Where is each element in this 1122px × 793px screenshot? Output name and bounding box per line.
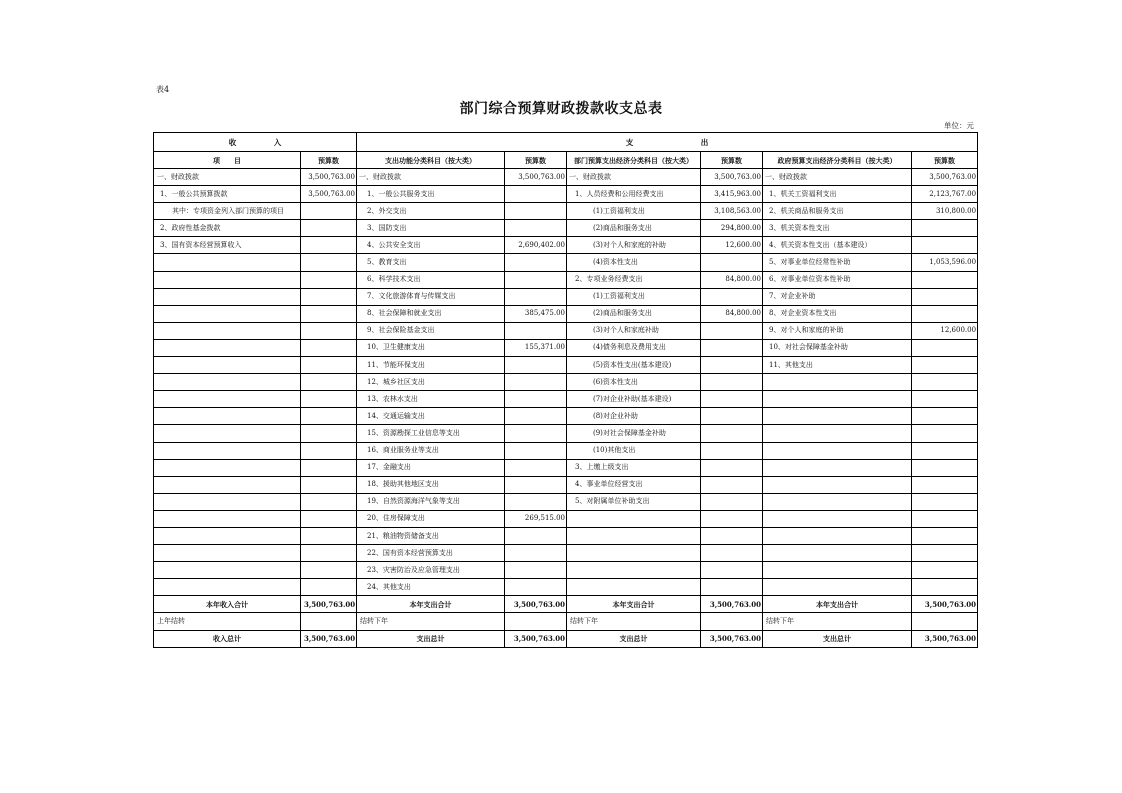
item-label-cell <box>154 545 301 562</box>
item-label-cell: 一、财政拨款 <box>567 169 701 186</box>
budget-amount-cell <box>301 374 357 391</box>
budget-amount-cell <box>912 391 978 408</box>
item-label-cell: 一、财政拨款 <box>763 169 912 186</box>
item-label-cell <box>763 527 912 544</box>
table-row <box>154 476 978 493</box>
budget-amount-cell <box>912 579 978 596</box>
budget-amount-cell <box>701 579 763 596</box>
budget-amount-cell <box>301 288 357 305</box>
unit-label: 单位：元 <box>944 121 974 130</box>
item-label-cell: 4、公共安全支出 <box>357 237 505 254</box>
income-header: 收 入 <box>154 133 357 152</box>
item-label-cell <box>154 579 301 596</box>
table-row <box>154 169 978 186</box>
item-label-cell <box>763 579 912 596</box>
budget-amount-cell <box>701 476 763 493</box>
budget-amount-cell <box>701 357 763 374</box>
budget-amount-cell: 3,500,763.00 <box>505 630 567 647</box>
item-label-cell <box>763 391 912 408</box>
budget-amount-cell <box>301 254 357 271</box>
table-row <box>154 339 978 356</box>
budget-amount-cell <box>912 339 978 356</box>
item-label-cell: (1)工资福利支出 <box>567 203 701 220</box>
item-label-cell <box>154 254 301 271</box>
item-label-cell <box>154 510 301 527</box>
table-row <box>154 220 978 237</box>
budget-amount-cell <box>505 459 567 476</box>
budget-amount-cell: 3,500,763.00 <box>505 596 567 613</box>
item-label-cell: 14、交通运输支出 <box>357 408 505 425</box>
budget-amount-cell <box>301 271 357 288</box>
item-label-cell: (2)商品和服务支出 <box>567 220 701 237</box>
item-label-cell <box>154 442 301 459</box>
item-label-cell <box>154 527 301 544</box>
budget-amount-cell: 3,500,763.00 <box>505 169 567 186</box>
table-row <box>154 237 978 254</box>
budget-amount-cell <box>505 271 567 288</box>
item-label-cell: (3)对个人和家庭补助 <box>567 322 701 339</box>
item-label-cell: (4)资本性支出 <box>567 254 701 271</box>
item-label-cell: (10)其他支出 <box>567 442 701 459</box>
budget-amount-cell: 3,500,763.00 <box>701 630 763 647</box>
item-label-cell: 15、资源勘探工业信息等支出 <box>357 425 505 442</box>
budget-amount-cell <box>505 322 567 339</box>
table-row <box>154 545 978 562</box>
item-label-cell: (4)债务利息及费用支出 <box>567 339 701 356</box>
item-label-cell <box>154 305 301 322</box>
item-label-cell <box>567 579 701 596</box>
budget-amount-cell: 3,500,763.00 <box>301 169 357 186</box>
item-label-cell: (6)资本性支出 <box>567 374 701 391</box>
table-row <box>154 391 978 408</box>
budget-amount-cell <box>912 442 978 459</box>
budget-amount-cell <box>505 545 567 562</box>
budget-amount-cell <box>701 459 763 476</box>
budget-amount-cell: 3,500,763.00 <box>912 596 978 613</box>
item-label-cell <box>763 510 912 527</box>
budget-amount-cell <box>701 288 763 305</box>
item-label-cell <box>763 442 912 459</box>
item-label-cell: 11、其他支出 <box>763 357 912 374</box>
item-label-cell: 1、一般公共预算拨款 <box>154 186 301 203</box>
budget-amount-cell: 84,800.00 <box>701 271 763 288</box>
budget-amount-cell <box>912 545 978 562</box>
budget-amount-cell <box>301 391 357 408</box>
column-header-gov-economic-category: 政府预算支出经济分类科目（按大类） <box>763 152 912 169</box>
budget-amount-cell <box>301 459 357 476</box>
item-label-cell <box>154 288 301 305</box>
item-label-cell: (7)对企业补助(基本建设) <box>567 391 701 408</box>
table-row <box>154 562 978 579</box>
item-label-cell: 9、社会保险基金支出 <box>357 322 505 339</box>
table-row <box>154 442 978 459</box>
item-label-cell: 21、粮油物资储备支出 <box>357 527 505 544</box>
item-label-cell <box>154 339 301 356</box>
budget-amount-cell <box>701 562 763 579</box>
budget-amount-cell <box>505 288 567 305</box>
budget-amount-cell <box>301 527 357 544</box>
budget-amount-cell <box>701 339 763 356</box>
item-label-cell: 本年支出合计 <box>763 596 912 613</box>
column-header-budget: 预算数 <box>701 152 763 169</box>
item-label-cell <box>763 476 912 493</box>
item-label-cell: 3、上缴上级支出 <box>567 459 701 476</box>
item-label-cell: 结转下年 <box>567 613 701 630</box>
item-label-cell: 8、社会保障和就业支出 <box>357 305 505 322</box>
budget-amount-cell: 294,800.00 <box>701 220 763 237</box>
budget-amount-cell <box>912 357 978 374</box>
item-label-cell: 10、卫生健康支出 <box>357 339 505 356</box>
header-row-columns <box>154 152 978 169</box>
item-label-cell: 3、机关资本性支出 <box>763 220 912 237</box>
item-label-cell: 18、援助其他地区支出 <box>357 476 505 493</box>
budget-amount-cell <box>505 408 567 425</box>
item-label-cell <box>154 425 301 442</box>
budget-amount-cell <box>301 322 357 339</box>
budget-amount-cell <box>912 493 978 510</box>
table-row <box>154 254 978 271</box>
column-header-dept-economic-category: 部门预算支出经济分类科目（按大类） <box>567 152 701 169</box>
item-label-cell: 23、灾害防治及应急管理支出 <box>357 562 505 579</box>
item-label-cell: 8、对企业资本性支出 <box>763 305 912 322</box>
budget-amount-cell <box>301 408 357 425</box>
item-label-cell: 24、其他支出 <box>357 579 505 596</box>
budget-amount-cell: 3,500,763.00 <box>301 630 357 647</box>
expense-header: 支 出 <box>357 133 978 152</box>
item-label-cell: 20、住房保障支出 <box>357 510 505 527</box>
budget-amount-cell <box>505 562 567 579</box>
budget-amount-cell: 2,690,402.00 <box>505 237 567 254</box>
item-label-cell: 6、科学技术支出 <box>357 271 505 288</box>
budget-amount-cell <box>701 613 763 630</box>
budget-amount-cell <box>912 562 978 579</box>
item-label-cell: (8)对企业补助 <box>567 408 701 425</box>
item-label-cell: 4、事业单位经营支出 <box>567 476 701 493</box>
budget-amount-cell <box>701 374 763 391</box>
item-label-cell: 其中：专项资金列入部门预算的项目 <box>154 203 301 220</box>
column-header-budget: 预算数 <box>912 152 978 169</box>
budget-amount-cell: 269,515.00 <box>505 510 567 527</box>
item-label-cell <box>154 357 301 374</box>
budget-amount-cell <box>912 527 978 544</box>
item-label-cell <box>763 374 912 391</box>
item-label-cell <box>154 476 301 493</box>
item-label-cell <box>567 562 701 579</box>
item-label-cell: 7、对企业补助 <box>763 288 912 305</box>
budget-amount-cell <box>301 425 357 442</box>
table-row <box>154 510 978 527</box>
item-label-cell: 收入总计 <box>154 630 301 647</box>
budget-amount-cell: 385,475.00 <box>505 305 567 322</box>
column-header-item: 项 目 <box>154 152 301 169</box>
item-label-cell <box>154 374 301 391</box>
budget-amount-cell <box>301 237 357 254</box>
table-row <box>154 459 978 476</box>
budget-amount-cell: 84,800.00 <box>701 305 763 322</box>
budget-amount-cell <box>912 459 978 476</box>
budget-amount-cell <box>912 288 978 305</box>
budget-amount-cell <box>701 545 763 562</box>
item-label-cell: 支出总计 <box>357 630 505 647</box>
page-title: 部门综合预算财政拨款收支总表 <box>459 101 663 117</box>
budget-amount-cell <box>912 374 978 391</box>
budget-amount-cell: 12,600.00 <box>912 322 978 339</box>
header-row-top <box>154 133 978 152</box>
item-label-cell <box>154 493 301 510</box>
table-row <box>154 374 978 391</box>
budget-amount-cell <box>912 305 978 322</box>
budget-amount-cell <box>505 613 567 630</box>
budget-amount-cell <box>301 579 357 596</box>
item-label-cell: 1、一般公共服务支出 <box>357 186 505 203</box>
item-label-cell <box>763 545 912 562</box>
budget-amount-cell <box>912 220 978 237</box>
table-row <box>154 425 978 442</box>
item-label-cell: 3、国有资本经营预算收入 <box>154 237 301 254</box>
table-row <box>154 357 978 374</box>
item-label-cell: (2)商品和服务支出 <box>567 305 701 322</box>
item-label-cell: 1、人员经费和公用经费支出 <box>567 186 701 203</box>
table-number-label: 表4 <box>156 85 170 94</box>
item-label-cell <box>154 459 301 476</box>
budget-amount-cell <box>301 442 357 459</box>
budget-amount-cell <box>701 493 763 510</box>
item-label-cell: (1)工资福利支出 <box>567 288 701 305</box>
budget-amount-cell <box>505 442 567 459</box>
budget-amount-cell <box>505 220 567 237</box>
carryover-row <box>154 613 978 630</box>
budget-amount-cell: 2,123,767.00 <box>912 186 978 203</box>
column-header-budget: 预算数 <box>301 152 357 169</box>
annual-total-row <box>154 596 978 613</box>
budget-amount-cell: 3,500,763.00 <box>701 169 763 186</box>
budget-amount-cell <box>301 476 357 493</box>
budget-amount-cell <box>912 408 978 425</box>
item-label-cell <box>763 562 912 579</box>
item-label-cell: 支出总计 <box>763 630 912 647</box>
item-label-cell <box>154 391 301 408</box>
item-label-cell: 10、对社会保障基金补助 <box>763 339 912 356</box>
item-label-cell: (3)对个人和家庭的补助 <box>567 237 701 254</box>
budget-amount-cell <box>912 425 978 442</box>
budget-amount-cell <box>701 254 763 271</box>
budget-amount-cell <box>505 203 567 220</box>
budget-amount-cell <box>701 322 763 339</box>
column-header-budget: 预算数 <box>505 152 567 169</box>
item-label-cell: 6、对事业单位资本性补助 <box>763 271 912 288</box>
budget-amount-cell <box>505 357 567 374</box>
item-label-cell: 3、国防支出 <box>357 220 505 237</box>
table-row <box>154 203 978 220</box>
item-label-cell <box>763 493 912 510</box>
budget-amount-cell <box>301 203 357 220</box>
table-row <box>154 493 978 510</box>
item-label-cell: 9、对个人和家庭的补助 <box>763 322 912 339</box>
budget-amount-cell <box>301 493 357 510</box>
item-label-cell: (5)资本性支出(基本建设) <box>567 357 701 374</box>
item-label-cell: 2、外交支出 <box>357 203 505 220</box>
budget-amount-cell <box>505 374 567 391</box>
budget-amount-cell <box>505 391 567 408</box>
item-label-cell: 1、机关工资福利支出 <box>763 186 912 203</box>
budget-amount-cell <box>505 493 567 510</box>
budget-amount-cell <box>301 545 357 562</box>
budget-amount-cell: 3,500,763.00 <box>912 169 978 186</box>
item-label-cell: (9)对社会保障基金补助 <box>567 425 701 442</box>
item-label-cell: 结转下年 <box>763 613 912 630</box>
table-row <box>154 271 978 288</box>
item-label-cell <box>763 425 912 442</box>
budget-amount-cell: 3,500,763.00 <box>912 630 978 647</box>
budget-amount-cell <box>912 613 978 630</box>
item-label-cell <box>154 562 301 579</box>
item-label-cell <box>567 510 701 527</box>
item-label-cell: 22、国有资本经营预算支出 <box>357 545 505 562</box>
budget-summary-table <box>153 132 978 648</box>
budget-amount-cell <box>301 339 357 356</box>
item-label-cell: 5、对附属单位补助支出 <box>567 493 701 510</box>
budget-amount-cell <box>505 527 567 544</box>
item-label-cell <box>763 459 912 476</box>
item-label-cell: 19、自然资源海洋气象等支出 <box>357 493 505 510</box>
table-row <box>154 579 978 596</box>
item-label-cell: 上年结转 <box>154 613 301 630</box>
budget-amount-cell: 3,500,763.00 <box>301 596 357 613</box>
item-label-cell: 结转下年 <box>357 613 505 630</box>
item-label-cell: 2、政府性基金拨款 <box>154 220 301 237</box>
grand-total-row <box>154 630 978 647</box>
column-header-function-category: 支出功能分类科目（按大类） <box>357 152 505 169</box>
budget-amount-cell: 3,108,563.00 <box>701 203 763 220</box>
budget-amount-cell <box>505 476 567 493</box>
item-label-cell <box>567 527 701 544</box>
item-label-cell: 17、金融支出 <box>357 459 505 476</box>
table-row <box>154 288 978 305</box>
table-row <box>154 305 978 322</box>
budget-amount-cell <box>912 510 978 527</box>
item-label-cell: 一、财政拨款 <box>357 169 505 186</box>
table-row <box>154 186 978 203</box>
item-label-cell: 2、机关商品和服务支出 <box>763 203 912 220</box>
budget-amount-cell <box>301 562 357 579</box>
item-label-cell <box>154 408 301 425</box>
item-label-cell: 本年支出合计 <box>567 596 701 613</box>
budget-amount-cell <box>301 357 357 374</box>
budget-amount-cell: 3,415,963.00 <box>701 186 763 203</box>
table-row <box>154 408 978 425</box>
item-label-cell <box>567 545 701 562</box>
item-label-cell: 11、节能环保支出 <box>357 357 505 374</box>
budget-amount-cell: 155,371.00 <box>505 339 567 356</box>
item-label-cell: 5、对事业单位经常性补助 <box>763 254 912 271</box>
budget-amount-cell <box>505 425 567 442</box>
item-label-cell: 7、文化旅游体育与传媒支出 <box>357 288 505 305</box>
table-row <box>154 322 978 339</box>
item-label-cell: 12、城乡社区支出 <box>357 374 505 391</box>
budget-amount-cell: 3,500,763.00 <box>701 596 763 613</box>
item-label-cell: 2、专项业务经费支出 <box>567 271 701 288</box>
item-label-cell <box>154 322 301 339</box>
budget-amount-cell: 1,053,596.00 <box>912 254 978 271</box>
budget-amount-cell: 3,500,763.00 <box>301 186 357 203</box>
budget-amount-cell <box>701 408 763 425</box>
budget-amount-cell <box>701 442 763 459</box>
budget-amount-cell <box>505 579 567 596</box>
budget-amount-cell: 12,600.00 <box>701 237 763 254</box>
item-label-cell <box>763 408 912 425</box>
table-row <box>154 527 978 544</box>
budget-amount-cell <box>505 254 567 271</box>
budget-amount-cell <box>701 510 763 527</box>
budget-amount-cell <box>701 527 763 544</box>
budget-amount-cell <box>701 425 763 442</box>
item-label-cell: 支出总计 <box>567 630 701 647</box>
budget-amount-cell <box>912 476 978 493</box>
item-label-cell: 13、农林水支出 <box>357 391 505 408</box>
budget-amount-cell: 310,800.00 <box>912 203 978 220</box>
budget-amount-cell <box>301 510 357 527</box>
budget-amount-cell <box>912 271 978 288</box>
budget-amount-cell <box>301 220 357 237</box>
item-label-cell: 4、机关资本性支出（基本建设） <box>763 237 912 254</box>
budget-amount-cell <box>505 186 567 203</box>
budget-amount-cell <box>912 237 978 254</box>
item-label-cell: 一、财政拨款 <box>154 169 301 186</box>
item-label-cell <box>154 271 301 288</box>
budget-amount-cell <box>301 613 357 630</box>
item-label-cell: 本年支出合计 <box>357 596 505 613</box>
item-label-cell: 本年收入合计 <box>154 596 301 613</box>
item-label-cell: 5、教育支出 <box>357 254 505 271</box>
budget-amount-cell <box>301 305 357 322</box>
item-label-cell: 16、商业服务业等支出 <box>357 442 505 459</box>
budget-amount-cell <box>701 391 763 408</box>
